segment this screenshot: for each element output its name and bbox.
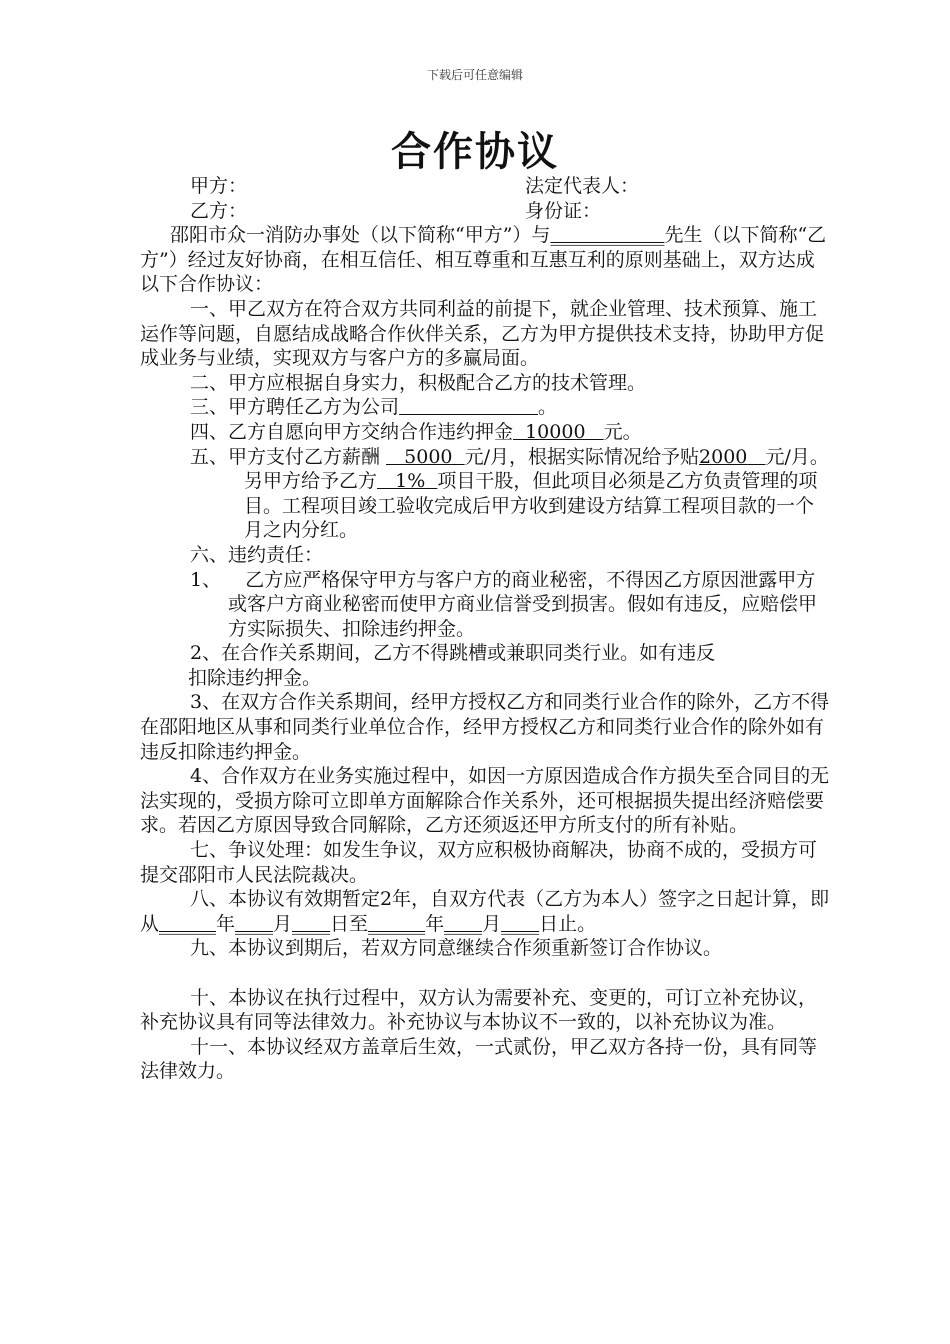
clause-2: 二、甲方应根据自身实力，积极配合乙方的技术管理。 <box>190 371 647 394</box>
end-month-blank: ____ <box>444 912 483 935</box>
clause-3-prefix: 三、甲方聘任乙方为公司 <box>190 396 400 419</box>
year-label: 年 <box>216 912 236 935</box>
party-b-label: 乙方： <box>190 199 248 222</box>
clause-6-item-4: 4、合作双方在业务实施过程中，如因一方原因造成合作方损失至合同目的无法实现的，受损方除可立即单方面解除合作关系外，还可根据损失提出经济赔偿要求。若因乙方原因导致合同解除，乙方还须返还甲方所支付的所有补贴。 <box>140 765 830 837</box>
start-month-blank: ____ <box>235 912 274 935</box>
clause-6-item-1-number: 1、 <box>190 568 222 591</box>
intro-text-b: 先生（以下简称“乙方”）经过友好协商，在相互信任、相互尊重和互惠互利的原则基础上，双方达成以下合作协议： <box>140 224 827 296</box>
agreement-body <box>140 174 830 1084</box>
document-title: 合作协议 <box>391 128 559 175</box>
end-day-blank: ____ <box>501 912 540 935</box>
spacer <box>140 961 830 986</box>
month-label: 月 <box>482 912 502 935</box>
clause-8-text: 八、本协议有效期暂定2年，自双方代表（乙方为本人）签字之日起计算，即从 <box>140 888 830 935</box>
party-row-a <box>140 174 830 199</box>
legal-rep-label: 法定代表人： <box>525 175 640 197</box>
clause-11: 十一、本协议经双方盖章后生效，一式贰份，甲乙双方各持一份，具有同等法律效力。 <box>140 1035 818 1083</box>
day-end-label: 日止。 <box>539 912 597 935</box>
clause-4-suffix: 元。 <box>603 420 642 443</box>
clause-6-item-2b: 扣除违约押金。 <box>188 666 322 689</box>
clause-10: 十、本协议在执行过程中，双方认为需要补充、变更的，可订立补充协议，补充协议具有同等法律效力。补充协议与本协议不一致的，以补充协议为准。 <box>140 986 818 1034</box>
party-row-b <box>140 199 830 224</box>
clause-9: 九、本协议到期后，若双方同意继续合作须重新签订合作协议。 <box>190 937 723 960</box>
id-card-label: 身份证： <box>525 199 602 222</box>
header-note: 下载后可任意编辑 <box>426 68 523 82</box>
clause-5-mid1: 元/月，根据实际情况给予贴 <box>464 445 700 468</box>
start-day-blank: ____ <box>292 912 331 935</box>
month-label: 月 <box>273 912 293 935</box>
clause-3-suffix: 。 <box>537 396 557 419</box>
party-a-label: 甲方： <box>190 175 248 197</box>
clause-6-item-3: 3、在双方合作关系期间，经甲方授权乙方和同类行业合作的除外，乙方不得在邵阳地区从事和同类行业单位合作，经甲方授权乙方和同类行业合作的除外如有违反扣除违约押金。 <box>140 691 830 763</box>
clause-5-prefix: 五、甲方支付乙方薪酬 <box>190 445 387 468</box>
clause-4 <box>140 420 830 445</box>
share-percent: 1% <box>377 470 438 493</box>
deposit-amount: 10000 <box>513 420 604 443</box>
start-year-blank: ______ <box>159 912 217 935</box>
clause-5 <box>140 445 830 543</box>
clause-4-prefix: 四、乙方自愿向甲方交纳合作违约押金 <box>190 420 514 443</box>
clause-6-heading: 六、违约责任： <box>190 543 324 566</box>
intro-text-a: 邵阳市众一消防办事处（以下简称“甲方”）与 <box>170 224 551 247</box>
end-year-blank: ______ <box>368 912 426 935</box>
day-to-label: 日至 <box>330 912 369 935</box>
salary-amount: 5000 <box>386 445 465 468</box>
intro-paragraph <box>140 223 830 297</box>
clause-3-position-blank <box>399 396 538 418</box>
clause-3 <box>140 395 830 420</box>
year-label: 年 <box>425 912 445 935</box>
clause-6-item-1 <box>140 568 830 642</box>
clause-8 <box>140 887 830 936</box>
clause-5-mid2: 元/月。另甲方给予乙方 <box>244 445 829 493</box>
clause-7: 七、争议处理：如发生争议，双方应积极协商解决，协商不成的，受损方可提交邵阳市人民法院裁决。 <box>140 839 818 886</box>
subsidy-amount: 2000 <box>699 445 766 468</box>
clause-6-item-1-text: 乙方应严格保守甲方与客户方的商业秘密，不得因乙方原因泄露甲方或客户方商业秘密而使甲方商业信誉受到损害。假如有违反，应赔偿甲方实际损失、扣除违约押金。 <box>228 568 818 640</box>
clause-6-item-2a: 2、在合作关系期间，乙方不得跳槽或兼职同类行业。如有违反 <box>190 642 716 665</box>
clause-5-suffix: 项目干股，但此项目必须是乙方负责管理的项目。工程项目竣工验收完成后甲方收到建设方结算工程项目款的一个月之内分红。 <box>244 470 818 542</box>
clause-1: 一、甲乙双方在符合双方共同利益的前提下，就企业管理、技术预算、施工运作等问题，自愿结成战略合作伙伴关系，乙方为甲方提供技术支持，协助甲方促成业务与业绩，实现双方与客户方的多赢局面。 <box>140 297 825 370</box>
intro-name-blank: ____________ <box>550 224 665 247</box>
